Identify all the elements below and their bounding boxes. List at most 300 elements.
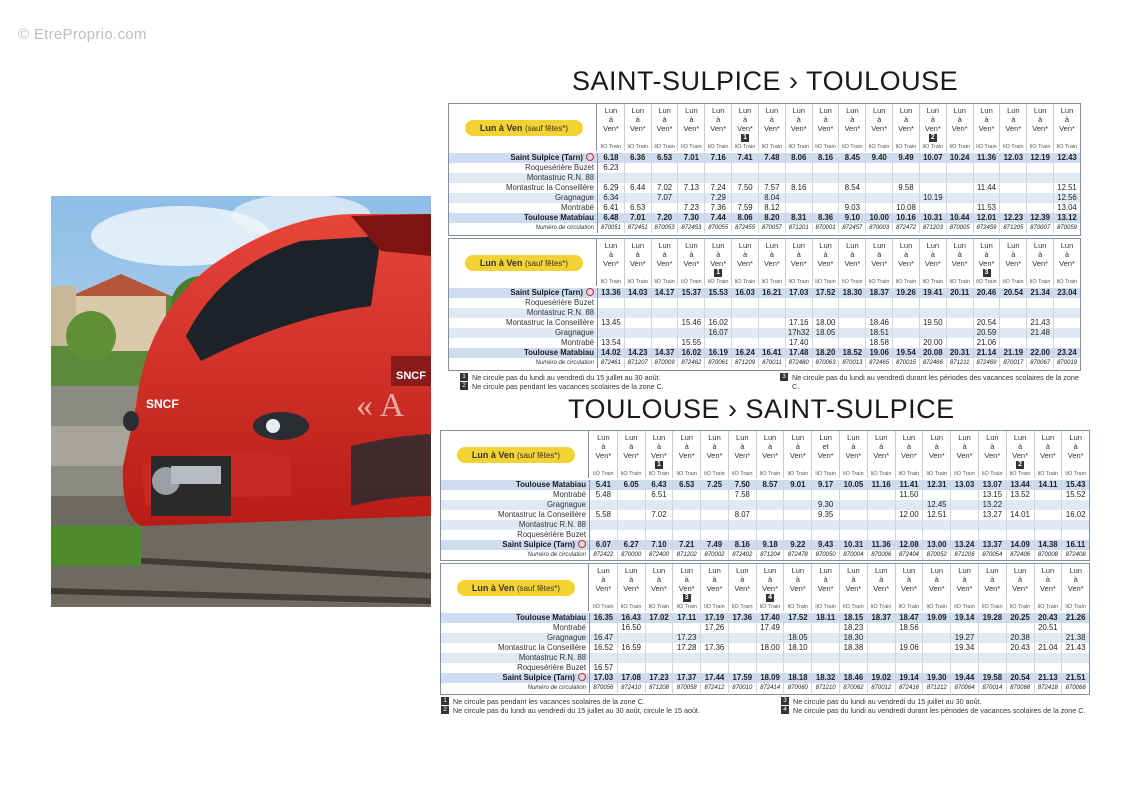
- time-cell: 11.44: [974, 183, 1001, 193]
- time-cell: 17.36: [729, 613, 757, 623]
- time-cell: [1027, 163, 1054, 173]
- table-row: [441, 633, 1089, 643]
- footnote: [781, 697, 1101, 706]
- circulation-number: 872478: [784, 550, 812, 560]
- footnote-number: 3: [780, 373, 788, 381]
- footnote-text: Ne circule pas du lundi au vendredi durant les périodes des vacances scolaires de la zone C.: [792, 373, 1079, 391]
- time-cell: [646, 500, 674, 510]
- time-cell: [757, 510, 785, 520]
- circulation-number: 870002: [701, 550, 729, 560]
- time-cell: 9.35: [812, 510, 840, 520]
- table-row: [449, 203, 1080, 213]
- column-header: [896, 564, 924, 611]
- day-header: Lun à Ven*: [1005, 241, 1022, 268]
- time-cell: [590, 520, 618, 530]
- time-cell: [840, 663, 868, 673]
- day-header: Lun à Ven*: [924, 241, 941, 268]
- time-cell: [729, 633, 757, 643]
- day-header: Lun à Ven*: [656, 241, 673, 268]
- time-cell: [1007, 663, 1035, 673]
- column-header: [923, 564, 951, 611]
- column-header: [979, 564, 1007, 611]
- column-header: [947, 239, 974, 286]
- time-cell: [646, 653, 674, 663]
- time-cell: [646, 520, 674, 530]
- train-type: liO Train: [815, 471, 836, 477]
- time-cell: 11.36: [868, 540, 896, 550]
- day-header: Lun à Ven*: [790, 106, 807, 133]
- column-header: [1062, 431, 1089, 478]
- column-header: [813, 239, 840, 286]
- time-cell: [1062, 663, 1089, 673]
- time-cell: 18.52: [839, 348, 866, 358]
- column-header: [839, 239, 866, 286]
- circulation-number: 871204: [757, 550, 785, 560]
- train-type: liO Train: [704, 604, 725, 610]
- column-header: [920, 239, 947, 286]
- time-cell: [784, 490, 812, 500]
- day-header: Lun à Ven*: [1012, 566, 1029, 593]
- time-cell: 16.47: [590, 633, 618, 643]
- day-pill-sub: (sauf fêtes*): [524, 259, 569, 268]
- time-cell: [652, 173, 679, 183]
- time-cell: 16.02: [1065, 510, 1086, 519]
- table-row: [441, 520, 1089, 530]
- circulation-row: [449, 358, 1080, 368]
- train-type: liO Train: [627, 279, 648, 285]
- day-header: Lun à Ven*: [629, 241, 646, 268]
- train-type: liO Train: [759, 604, 781, 610]
- station-name: Montrabé: [441, 490, 590, 500]
- station-name: Saint Sulpice (Tarn): [441, 673, 590, 683]
- column-header: [678, 239, 705, 286]
- column-header: [813, 104, 840, 151]
- time-cell: 21.43: [1027, 318, 1054, 328]
- circulation-number: 872453: [678, 223, 705, 233]
- day-header: Lun à Ven*: [845, 566, 862, 593]
- train-type: liO Train: [676, 604, 697, 610]
- day-header: Lun à Ven*: [737, 241, 753, 268]
- train-type: liO Train: [922, 144, 944, 150]
- day-header: Lun à Ven*: [762, 566, 778, 593]
- time-cell: 17.23: [646, 673, 674, 683]
- column-header: [1000, 104, 1027, 151]
- circulation-row: [449, 223, 1080, 233]
- day-header: Lun à Ven*: [651, 433, 667, 460]
- station-name: Montrabé: [449, 338, 598, 348]
- time-cell: [732, 318, 759, 328]
- time-cell: [868, 653, 896, 663]
- time-cell: 8.12: [759, 203, 786, 213]
- column-header: [1054, 104, 1080, 151]
- station-name: Gragnague: [441, 500, 590, 510]
- day-header: Lun à Ven*: [706, 566, 723, 593]
- table-row: [449, 163, 1080, 173]
- time-cell: [673, 490, 701, 500]
- train-type: liO Train: [761, 144, 783, 150]
- station-name: Toulouse Matabiau: [449, 213, 598, 223]
- time-cell: 20.08: [920, 348, 947, 358]
- circulation-number: 871202: [673, 550, 701, 560]
- train-type: liO Train: [707, 279, 729, 285]
- time-cell: 21.14: [974, 348, 1001, 358]
- timetable-3: [440, 430, 1090, 561]
- column-header: [618, 431, 646, 478]
- station-name: Roquesérière Buzet: [441, 530, 590, 540]
- time-cell: 17.37: [673, 673, 701, 683]
- time-cell: 10.07: [920, 153, 947, 163]
- time-cell: [923, 653, 951, 663]
- time-cell: [979, 623, 1007, 633]
- time-cell: 10.16: [893, 213, 920, 223]
- time-cell: [1054, 328, 1080, 338]
- train-type: liO Train: [842, 279, 863, 285]
- time-cell: [784, 520, 812, 530]
- time-cell: 5.41: [590, 480, 618, 490]
- table-row: [449, 338, 1080, 348]
- time-cell: [840, 510, 868, 520]
- circulation-number: 870063: [813, 358, 840, 368]
- train-type: liO Train: [761, 279, 783, 285]
- time-cell: 11.50: [896, 490, 924, 500]
- note-marker: 2: [929, 134, 937, 142]
- train-type: liO Train: [732, 471, 753, 477]
- time-cell: 12.08: [896, 540, 924, 550]
- time-cell: [893, 163, 920, 173]
- train-type: liO Train: [681, 144, 702, 150]
- day-header: Lun à Ven*: [817, 566, 834, 593]
- table-row: [449, 348, 1080, 358]
- time-cell: 9.01: [784, 480, 812, 490]
- train-type: liO Train: [815, 279, 836, 285]
- train-type: liO Train: [676, 471, 697, 477]
- circulation-number: 871208: [646, 683, 674, 693]
- time-cell: 9.17: [812, 480, 840, 490]
- column-header: [652, 104, 679, 151]
- time-cell: [947, 338, 974, 348]
- circulation-number: 870019: [1056, 360, 1077, 366]
- time-cell: [732, 163, 759, 173]
- circulation-number: 872469: [974, 358, 1001, 368]
- time-cell: [1007, 500, 1035, 510]
- time-cell: 20.25: [1007, 613, 1035, 623]
- table-row: [449, 153, 1080, 163]
- time-cell: [812, 663, 840, 673]
- time-cell: 14.23: [625, 348, 652, 358]
- time-cell: 19.54: [893, 348, 920, 358]
- day-header: Lun à Ven*: [871, 241, 888, 268]
- time-cell: 18.18: [784, 673, 812, 683]
- time-cell: [678, 298, 705, 308]
- time-cell: 13.44: [1007, 480, 1035, 490]
- column-header: [947, 104, 974, 151]
- column-header: [646, 431, 674, 478]
- time-cell: 20.51: [1035, 623, 1063, 633]
- time-cell: [813, 203, 840, 213]
- time-cell: [673, 653, 701, 663]
- table-row: [441, 490, 1089, 500]
- day-pill: [457, 580, 575, 596]
- note-marker: 4: [766, 594, 774, 602]
- day-header: Lun à Ven*: [629, 106, 646, 133]
- time-cell: [757, 653, 785, 663]
- day-header: Lun à Ven*: [789, 566, 806, 593]
- circulation-number: 870061: [705, 358, 732, 368]
- time-cell: 19.50: [920, 318, 947, 328]
- circulation-number: 872462: [678, 358, 705, 368]
- day-header: Lun à Ven*: [683, 106, 700, 133]
- time-cell: [673, 663, 701, 673]
- time-cell: [652, 328, 679, 338]
- train-type: liO Train: [654, 144, 675, 150]
- time-cell: [652, 163, 679, 173]
- time-cell: 18.30: [840, 633, 868, 643]
- column-header: [701, 564, 729, 611]
- time-cell: 20.59: [974, 328, 1001, 338]
- day-header: Lun à Ven*: [602, 106, 619, 133]
- time-cell: 18.46: [866, 318, 893, 328]
- timetable-1: [448, 103, 1081, 236]
- time-cell: [951, 623, 979, 633]
- time-cell: 16.11: [1066, 540, 1086, 549]
- column-header: [893, 239, 920, 286]
- time-cell: 18.00: [813, 318, 840, 328]
- time-cell: 17.11: [673, 613, 701, 623]
- time-cell: [757, 633, 785, 643]
- time-cell: [923, 623, 951, 633]
- time-cell: [947, 203, 974, 213]
- time-cell: [1035, 490, 1063, 500]
- time-cell: [947, 308, 974, 318]
- time-cell: 19.06: [866, 348, 893, 358]
- circulation-number: 871210: [812, 683, 840, 693]
- train-type: liO Train: [976, 144, 997, 150]
- time-cell: [757, 663, 785, 673]
- time-cell: [813, 308, 840, 318]
- time-cell: 6.27: [618, 540, 646, 550]
- train-type: liO Train: [843, 471, 864, 477]
- time-cell: 7.01: [678, 153, 705, 163]
- time-cell: 16.21: [759, 288, 786, 298]
- time-cell: [705, 298, 732, 308]
- time-cell: [896, 500, 924, 510]
- time-cell: 8.16: [813, 153, 840, 163]
- time-cell: [757, 530, 785, 540]
- train-type: liO Train: [734, 279, 756, 285]
- time-cell: 22.00: [1027, 348, 1054, 358]
- day-header: Lun à Ven*: [898, 241, 914, 268]
- time-cell: [729, 530, 757, 540]
- time-cell: [974, 298, 1001, 308]
- footnote-text: Ne circule pas du lundi au vendredi durant les périodes de vacances scolaires de la zone C.: [793, 706, 1086, 715]
- column-header: [625, 104, 652, 151]
- train-type: liO Train: [949, 279, 970, 285]
- time-cell: [1000, 173, 1027, 183]
- time-cell: 21.19: [1000, 348, 1027, 358]
- station-name: Saint Sulpice (Tarn): [449, 288, 598, 298]
- time-cell: 17.40: [757, 613, 785, 623]
- circulation-number: 870000: [618, 550, 646, 560]
- time-cell: 14.17: [652, 288, 679, 298]
- time-cell: [947, 193, 974, 203]
- day-header: Lun à Ven*: [678, 566, 695, 593]
- circulation-number: 870060: [784, 683, 812, 693]
- time-cell: [1007, 520, 1035, 530]
- time-cell: [868, 643, 896, 653]
- day-header: Lun à Ven*: [710, 241, 727, 268]
- train-type: liO Train: [1029, 144, 1051, 150]
- circulation-number: 871207: [625, 358, 652, 368]
- time-cell: [652, 203, 679, 213]
- time-cell: 7.16: [705, 153, 732, 163]
- station-name: Montrabé: [441, 623, 590, 633]
- day-pill: [457, 447, 575, 463]
- train-type: liO Train: [1009, 604, 1031, 610]
- time-cell: [868, 520, 896, 530]
- time-cell: 16.41: [759, 348, 786, 358]
- time-cell: [1035, 500, 1063, 510]
- time-cell: [813, 298, 840, 308]
- table-row: [441, 500, 1089, 510]
- outbound-notes: [460, 373, 1080, 391]
- train-type: liO Train: [620, 604, 642, 610]
- table-row: [441, 510, 1089, 520]
- time-cell: [812, 653, 840, 663]
- train-type: liO Train: [1037, 604, 1059, 610]
- time-cell: [646, 643, 674, 653]
- time-cell: [896, 653, 924, 663]
- table-row: [441, 613, 1089, 623]
- time-cell: [732, 193, 759, 203]
- circulation-number: 870068: [1007, 683, 1035, 693]
- train-type: liO Train: [654, 279, 675, 285]
- time-cell: [729, 643, 757, 653]
- time-cell: 6.41: [598, 203, 625, 213]
- time-cell: [618, 633, 646, 643]
- time-cell: 14.37: [652, 348, 679, 358]
- time-cell: [1000, 328, 1027, 338]
- time-cell: [839, 193, 866, 203]
- note-marker: 1: [714, 269, 722, 277]
- time-cell: [866, 183, 893, 193]
- time-cell: [896, 520, 924, 530]
- time-cell: [1027, 173, 1054, 183]
- time-cell: [1000, 338, 1027, 348]
- time-cell: 21.38: [1065, 633, 1086, 642]
- column-header: [590, 431, 618, 478]
- time-cell: [701, 653, 729, 663]
- column-header: [1027, 239, 1054, 286]
- circulation-number: 872465: [866, 358, 893, 368]
- footnote-number: 1: [441, 697, 449, 705]
- train-type: liO Train: [707, 144, 729, 150]
- time-cell: 9.43: [812, 540, 840, 550]
- column-header: [729, 431, 757, 478]
- time-cell: [729, 500, 757, 510]
- time-cell: 20.31: [947, 348, 974, 358]
- time-cell: 9.22: [784, 540, 812, 550]
- column-header: [784, 431, 812, 478]
- footnote-text: Ne circule pas du lundi au vendredi du 15 juillet au 30 août.: [793, 697, 982, 706]
- footnote-number: 3: [781, 697, 789, 705]
- circulation-number: 870052: [923, 550, 951, 560]
- time-cell: [759, 308, 786, 318]
- time-cell: [868, 510, 896, 520]
- time-cell: [732, 328, 759, 338]
- time-cell: [1035, 653, 1063, 663]
- table-row: [449, 213, 1080, 223]
- time-cell: 13.52: [1007, 490, 1035, 500]
- day-header: Lun à Ven*: [898, 106, 914, 133]
- time-cell: 17.28: [673, 643, 701, 653]
- time-cell: [979, 643, 1007, 653]
- time-cell: [840, 500, 868, 510]
- circulation-label: Numéro de circulation: [449, 223, 598, 233]
- time-cell: 14.11: [1035, 480, 1063, 490]
- time-cell: 20.00: [920, 338, 947, 348]
- time-cell: [866, 173, 893, 183]
- time-cell: 6.18: [598, 153, 625, 163]
- day-header: Lun à Ven*: [873, 566, 890, 593]
- footnote-text: Ne circule pas du lundi au vendredi du 15 juillet au 30 août, circule le 15 août.: [453, 706, 700, 715]
- time-cell: [974, 193, 1001, 203]
- circulation-number: 871206: [951, 550, 979, 560]
- circulation-number: 870004: [840, 550, 868, 560]
- train-type: liO Train: [787, 604, 809, 610]
- train-type: liO Train: [734, 144, 756, 150]
- time-cell: [866, 298, 893, 308]
- time-cell: 8.31: [786, 213, 813, 223]
- column-header: [757, 564, 785, 611]
- time-cell: [1035, 663, 1063, 673]
- time-cell: [757, 500, 785, 510]
- time-cell: 10.05: [840, 480, 868, 490]
- column-header: [840, 564, 868, 611]
- train-type: liO Train: [982, 471, 1003, 477]
- time-cell: [951, 663, 979, 673]
- circulation-number: 870058: [673, 683, 701, 693]
- train-type: liO Train: [788, 279, 809, 285]
- train-photo: [51, 196, 431, 607]
- day-header: Lun à Ven*: [956, 566, 973, 593]
- table-row: [449, 288, 1080, 298]
- time-cell: 18.37: [868, 613, 896, 623]
- outbound-heading: SAINT-SULPICE › TOULOUSE: [572, 66, 959, 96]
- time-cell: 7.07: [652, 193, 679, 203]
- time-cell: [1054, 318, 1080, 328]
- station-name: Montastruc la Conseillère: [441, 643, 590, 653]
- column-header: [786, 104, 813, 151]
- day-pill-label: Lun à Ven: [479, 258, 525, 268]
- time-cell: [705, 173, 732, 183]
- time-cell: [923, 633, 951, 643]
- time-cell: 15.53: [705, 288, 732, 298]
- time-cell: 18.30: [839, 288, 866, 298]
- time-cell: [625, 173, 652, 183]
- circulation-number: 870014: [979, 683, 1007, 693]
- station-name: Roquesérière Buzet: [449, 163, 598, 173]
- circulation-number: 870009: [652, 358, 679, 368]
- time-cell: 12.51: [923, 510, 951, 520]
- column-header: [705, 239, 732, 286]
- time-cell: 16.35: [590, 613, 618, 623]
- column-header: [759, 104, 786, 151]
- time-cell: [625, 328, 652, 338]
- day-header: Lun à Ven*: [762, 433, 778, 460]
- time-cell: 13.54: [598, 338, 625, 348]
- time-cell: [812, 633, 840, 643]
- time-cell: 11.53: [974, 203, 1001, 213]
